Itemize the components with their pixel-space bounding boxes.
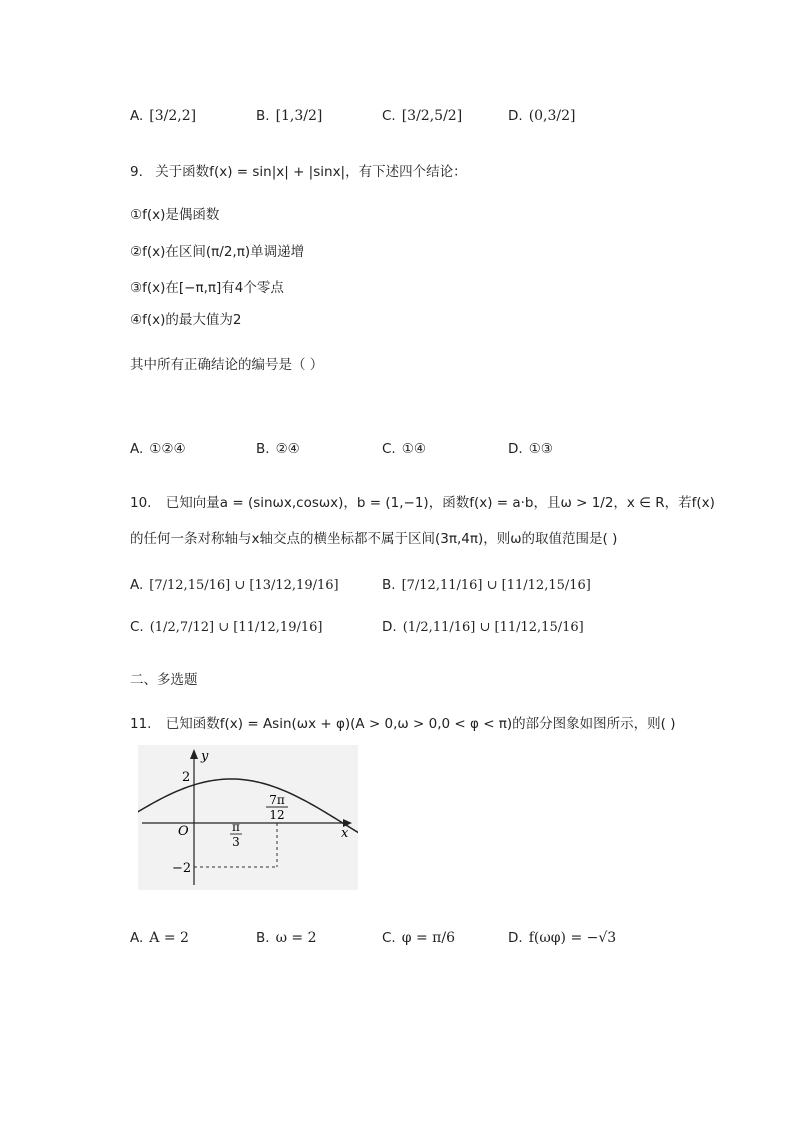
q8-option-c[interactable]: C. [3/2,5/2] [382, 108, 463, 124]
y-min-label: −2 [172, 861, 192, 876]
q10-header [130, 491, 715, 511]
x-tick1-denominator: 3 [232, 835, 240, 849]
q9-statement-2: ②f(x)在区间(π/2,π)单调递增 [130, 244, 305, 260]
q9-option-b[interactable]: B. ②④ [256, 441, 300, 457]
q10-line2: 的任何一条对称轴与x轴交点的横坐标都不属于区间(3π,4π)，则ω的取值范围是( ) [130, 531, 618, 547]
q9-option-d[interactable]: D. ①③ [508, 441, 553, 457]
q11-option-b[interactable]: B. ω = 2 [256, 930, 317, 946]
q11-option-d[interactable]: D. f(ωφ) = −√3 [508, 930, 617, 946]
q9-statement-4: ④f(x)的最大值为2 [130, 312, 242, 328]
y-axis-label: y [201, 749, 209, 764]
x-tick1-numerator: π [232, 820, 240, 834]
q9-option-c[interactable]: C. ①④ [382, 441, 426, 457]
q9-statement-3: ③f(x)在[−π,π]有4个零点 [130, 280, 284, 296]
q11-stem: 已知函数f(x) = Asin(ωx + φ)(A > 0,ω > 0,0 < φ < π)的部分图象如图所示，则( ) [165, 716, 676, 732]
q10-option-b[interactable]: B. [7/12,11/16] ∪ [11/12,15/16] [382, 577, 591, 593]
q10-line1: 已知向量a = (sinωx,cosωx)，b = (1,−1)，函数f(x) = a·b，且ω > 1/2，x ∈ R，若f(x) [165, 495, 715, 511]
q11-number: 11. [130, 716, 152, 732]
section-title: 二、多选题 [130, 672, 198, 688]
q8-option-b[interactable]: B. [1,3/2] [256, 108, 323, 124]
q10-option-c[interactable]: C. (1/2,7/12] ∪ [11/12,19/16] [130, 619, 323, 635]
q10-option-a[interactable]: A. [7/12,15/16] ∪ [13/12,19/16] [130, 577, 339, 593]
q9-question: 其中所有正确结论的编号是（ ） [130, 357, 324, 373]
x-tick2-numerator: 7π [269, 793, 285, 807]
origin-label: O [178, 824, 189, 839]
q9-stem: 关于函数f(x) = sin|x| + |sinx|，有下述四个结论： [155, 164, 467, 180]
q8-option-d[interactable]: D. (0,3/2] [508, 108, 576, 124]
q10-option-d[interactable]: D. (1/2,11/16] ∪ [11/12,15/16] [382, 619, 584, 635]
q9-header [130, 160, 467, 180]
q10-number: 10. [130, 495, 152, 511]
q11-header [130, 712, 676, 732]
y-max-label: 2 [182, 770, 191, 785]
graph-background [138, 745, 358, 890]
q11-graph [138, 745, 358, 890]
q9-number: 9. [130, 164, 143, 180]
q11-option-a[interactable]: A. A = 2 [130, 930, 189, 946]
q9-statement-1: ①f(x)是偶函数 [130, 207, 220, 223]
x-axis-label: x [341, 826, 349, 841]
x-tick2-denominator: 12 [269, 808, 285, 822]
q11-option-c[interactable]: C. φ = π/6 [382, 930, 455, 946]
q8-option-a[interactable]: A. [3/2,2] [130, 108, 197, 124]
q9-option-a[interactable]: A. ①②④ [130, 441, 186, 457]
